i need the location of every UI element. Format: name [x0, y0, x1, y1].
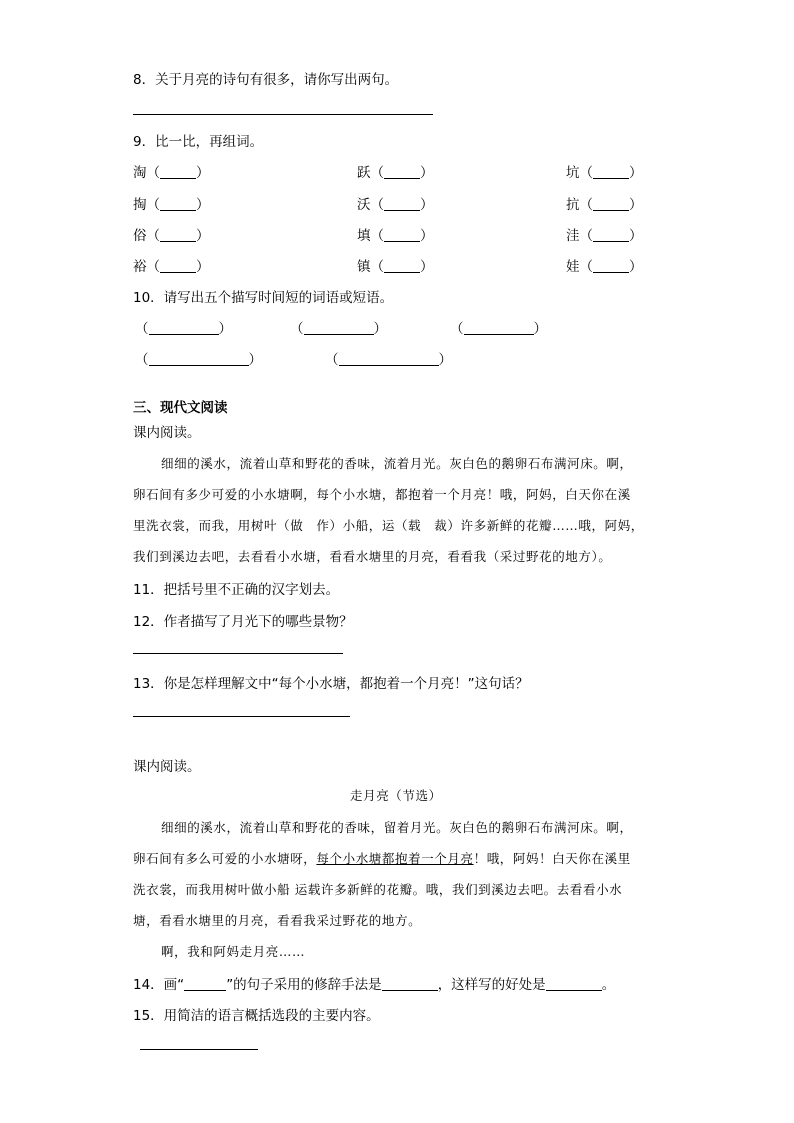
question-14: 14．画“ ”的句子采用的修辞手法是 ，这样写的好处是 。: [133, 977, 616, 993]
compare-item: 坑（ ）: [566, 165, 643, 181]
answer-paren: （ ）: [135, 352, 262, 368]
underlined-sentence: 每个小水塘都抱着一个月亮: [316, 851, 474, 866]
passage-line: 卵石间有多么可爱的小水塘呀，每个小水塘都抱着一个月亮！哦，阿妈！白天你在溪里: [133, 851, 631, 866]
blank[interactable]: [160, 164, 196, 179]
blank[interactable]: [160, 227, 196, 242]
blank[interactable]: [304, 320, 374, 335]
passage-line: 塘，看看水塘里的月亮，看看我采过野花的地方。: [133, 913, 422, 928]
blank[interactable]: [149, 320, 219, 335]
blank[interactable]: [464, 320, 534, 335]
section-title: 三、现代文阅读: [133, 400, 228, 416]
blank[interactable]: [593, 227, 629, 242]
blank[interactable]: [593, 258, 629, 273]
passage-line: 里洗衣裳，而我，用树叶（做 作）小船，运（载 裁）许多新鲜的花瓣……哦，阿妈，: [133, 518, 644, 533]
blank[interactable]: [593, 196, 629, 211]
passage-line: 啊，我和阿妈走月亮……: [161, 944, 306, 959]
compare-item: 掏（ ）: [133, 197, 210, 213]
reading-label: 课内阅读。: [133, 759, 201, 775]
answer-line-13: [133, 716, 350, 717]
compare-item: 沃（ ）: [357, 197, 434, 213]
blank[interactable]: [382, 976, 438, 991]
blank[interactable]: [160, 258, 196, 273]
question-15: 15．用简洁的语言概括选段的主要内容。: [133, 1008, 380, 1024]
answer-paren: （ ）: [450, 321, 547, 337]
compare-item: 镇（ ）: [357, 259, 434, 275]
blank[interactable]: [384, 164, 420, 179]
question-9: 9．比一比，再组词。: [133, 134, 264, 150]
answer-paren: （ ）: [135, 321, 232, 337]
blank[interactable]: [384, 258, 420, 273]
compare-item: 淘（ ）: [133, 165, 210, 181]
question-10: 10．请写出五个描写时间短的词语或短语。: [133, 290, 394, 306]
blank[interactable]: [160, 196, 196, 211]
passage-line: 细细的溪水，流着山草和野花的香味，留着月光。灰白色的鹅卵石布满河床。啊，: [161, 820, 633, 835]
answer-line-12: [133, 653, 343, 654]
blank[interactable]: [339, 351, 439, 366]
question-13: 13．你是怎样理解文中“每个小水塘，都抱着一个月亮！”这句话？: [133, 676, 529, 692]
answer-paren: （ ）: [325, 352, 452, 368]
passage-line: 洗衣裳，而我用树叶做小船 运载许多新鲜的花瓣。哦，我们到溪边去吧。去看看小水: [133, 882, 623, 897]
compare-item: 填（ ）: [357, 228, 434, 244]
answer-paren: （ ）: [290, 321, 387, 337]
answer-line-15: [140, 1049, 258, 1050]
compare-item: 抗（ ）: [566, 197, 643, 213]
blank[interactable]: [184, 976, 226, 991]
question-8: 8．关于月亮的诗句有很多，请你写出两句。: [133, 72, 399, 88]
reading-label: 课内阅读。: [133, 425, 201, 441]
compare-item: 洼（ ）: [566, 228, 643, 244]
answer-line-8: [133, 114, 433, 115]
blank[interactable]: [593, 164, 629, 179]
blank[interactable]: [384, 227, 420, 242]
blank[interactable]: [384, 196, 420, 211]
compare-item: 跃（ ）: [357, 165, 434, 181]
passage-line: 我们到溪边去吧，去看看小水塘，看看水塘里的月亮，看看我（采过野花的地方）。: [133, 549, 612, 564]
blank[interactable]: [149, 351, 249, 366]
passage-title: 走月亮（节选）: [350, 788, 442, 803]
passage-line: 卵石间有多少可爱的小水塘啊，每个小水塘，都抱着一个月亮！哦，阿妈，白天你在溪: [133, 487, 631, 502]
blank[interactable]: [546, 976, 602, 991]
compare-item: 俗（ ）: [133, 228, 210, 244]
question-12: 12．作者描写了月光下的哪些景物？: [133, 614, 353, 630]
compare-item: 娃（ ）: [566, 259, 643, 275]
compare-item: 裕（ ）: [133, 259, 210, 275]
question-11: 11．把括号里不正确的汉字划去。: [133, 582, 340, 598]
passage-line: 细细的溪水，流着山草和野花的香味，流着月光。灰白色的鹅卵石布满河床。啊，: [161, 456, 633, 471]
